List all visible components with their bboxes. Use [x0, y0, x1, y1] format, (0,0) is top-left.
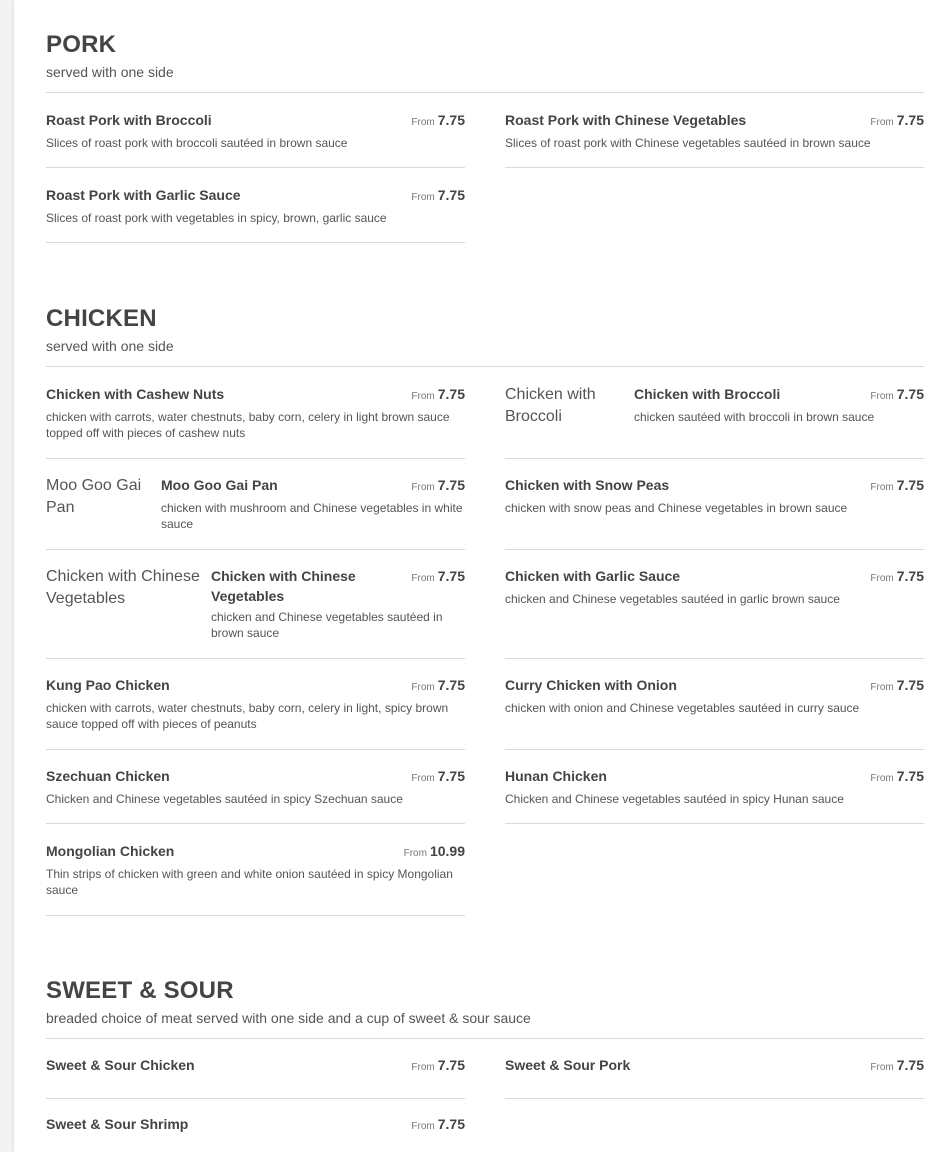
item-description: chicken with snow peas and Chinese vegetables in brown sauce	[505, 501, 848, 515]
divider	[46, 749, 465, 750]
divider	[505, 167, 924, 168]
price-amount: 7.75	[437, 386, 465, 402]
price-prefix: From	[870, 773, 894, 784]
divider	[46, 823, 465, 824]
item-description: chicken sautéed with broccoli in brown sauce	[634, 410, 875, 424]
item-price	[411, 766, 465, 789]
price-prefix: From	[411, 391, 435, 402]
item-name: Szechuan Chicken	[46, 768, 170, 784]
price-amount: 7.75	[437, 677, 465, 693]
item-description: Slices of roast pork with Chinese vegetables sautéed in brown sauce	[505, 136, 871, 150]
divider	[46, 458, 465, 459]
divider	[505, 658, 924, 659]
price-prefix: From	[870, 1062, 894, 1073]
divider	[46, 658, 465, 659]
section-subtitle: served with one side	[46, 64, 174, 80]
price-amount: 7.75	[896, 386, 924, 402]
item-name: Sweet & Sour Chicken	[46, 1057, 195, 1073]
section-subtitle: served with one side	[46, 338, 174, 354]
price-prefix: From	[411, 1062, 435, 1073]
section-title: PORK	[46, 31, 117, 58]
menu-page	[14, 0, 950, 1152]
item-description: Slices of roast pork with vegetables in spicy, brown, garlic sauce	[46, 211, 387, 225]
item-image[interactable]: Chicken with Broccoli	[505, 386, 596, 425]
item-name: Sweet & Sour Pork	[505, 1057, 631, 1073]
item-price	[411, 384, 465, 407]
price-amount: 7.75	[437, 112, 465, 128]
price-amount: 10.99	[429, 843, 465, 859]
price-prefix: From	[411, 192, 435, 203]
divider	[46, 1098, 465, 1099]
item-description: chicken and Chinese vegetables sautéed in brown sauce	[211, 610, 443, 640]
item-name: Kung Pao Chicken	[46, 677, 170, 693]
item-description: chicken with carrots, water chestnuts, baby corn, celery in light, spicy brown sauce topped off with pieces of peanuts	[46, 701, 449, 731]
divider	[505, 549, 924, 550]
item-description: Slices of roast pork with broccoli sautéed in brown sauce	[46, 136, 348, 150]
price-prefix: From	[403, 848, 427, 859]
item-name: Curry Chicken with Onion	[505, 677, 677, 693]
item-description: chicken and Chinese vegetables sautéed in garlic brown sauce	[505, 592, 840, 606]
item-name: Chicken with Garlic Sauce	[505, 568, 681, 584]
item-name: Roast Pork with Broccoli	[46, 112, 212, 128]
price-amount: 7.75	[437, 1057, 465, 1073]
item-name: Chicken with Broccoli	[634, 386, 781, 402]
item-name: Chicken with Cashew Nuts	[46, 386, 225, 402]
price-prefix: From	[870, 482, 894, 493]
item-description: Chicken and Chinese vegetables sautéed in spicy Szechuan sauce	[46, 792, 403, 806]
price-amount: 7.75	[437, 568, 465, 584]
section-pork	[46, 31, 924, 225]
item-price	[870, 384, 924, 407]
divider	[46, 549, 465, 550]
item-image[interactable]: Chicken with Chinese Vegetables	[46, 568, 200, 607]
price-amount: 7.75	[896, 768, 924, 784]
item-price	[870, 766, 924, 789]
item-description: chicken with mushroom and Chinese vegetables in white sauce	[161, 501, 463, 531]
item-price	[411, 185, 465, 208]
item-description: Thin strips of chicken with green and white onion sautéed in spicy Mongolian sauce	[46, 867, 453, 897]
section-sweet-sour	[46, 977, 924, 1132]
item-description: chicken with carrots, water chestnuts, baby corn, celery in light brown sauce topped off with pieces of cashew nuts	[46, 410, 450, 440]
price-amount: 7.75	[896, 677, 924, 693]
divider	[505, 458, 924, 459]
item-name: Hunan Chicken	[505, 768, 607, 784]
item-price	[870, 1055, 924, 1078]
price-prefix: From	[411, 573, 435, 584]
item-description: chicken with onion and Chinese vegetables sautéed in curry sauce	[505, 701, 860, 715]
divider	[505, 1098, 924, 1099]
item-name: Chicken with Snow Peas	[505, 477, 670, 493]
divider	[46, 366, 924, 367]
divider	[46, 92, 924, 93]
section-chicken	[46, 305, 924, 897]
price-prefix: From	[411, 773, 435, 784]
price-amount: 7.75	[437, 768, 465, 784]
item-price	[411, 566, 465, 589]
section-title: SWEET & SOUR	[46, 977, 234, 1004]
divider	[505, 749, 924, 750]
price-prefix: From	[870, 573, 894, 584]
item-price	[870, 566, 924, 589]
item-name: Chicken with Chinese Vegetables	[211, 568, 356, 604]
price-prefix: From	[411, 482, 435, 493]
item-name: Roast Pork with Chinese Vegetables	[505, 112, 747, 128]
price-amount: 7.75	[437, 1116, 465, 1132]
item-price	[411, 110, 465, 133]
item-price	[411, 1114, 465, 1137]
item-price	[411, 475, 465, 498]
price-prefix: From	[411, 117, 435, 128]
item-price	[870, 475, 924, 498]
item-price	[870, 110, 924, 133]
price-prefix: From	[411, 1121, 435, 1132]
divider	[46, 915, 465, 916]
price-amount: 7.75	[896, 477, 924, 493]
price-prefix: From	[411, 682, 435, 693]
divider	[505, 823, 924, 824]
divider	[46, 167, 465, 168]
price-amount: 7.75	[896, 1057, 924, 1073]
price-prefix: From	[870, 117, 894, 128]
item-description: Chicken and Chinese vegetables sautéed in spicy Hunan sauce	[505, 792, 844, 806]
price-prefix: From	[870, 391, 894, 402]
item-price	[411, 675, 465, 698]
price-amount: 7.75	[437, 477, 465, 493]
item-price	[411, 1055, 465, 1078]
item-name: Sweet & Sour Shrimp	[46, 1116, 189, 1132]
divider	[46, 1038, 924, 1039]
item-price	[870, 675, 924, 698]
section-subtitle: breaded choice of meat served with one side and a cup of sweet & sour sauce	[46, 1010, 531, 1026]
item-name: Roast Pork with Garlic Sauce	[46, 187, 241, 203]
item-name: Mongolian Chicken	[46, 843, 175, 859]
divider	[46, 242, 465, 243]
item-price	[404, 841, 465, 864]
price-amount: 7.75	[896, 112, 924, 128]
item-name: Moo Goo Gai Pan	[161, 477, 278, 493]
price-amount: 7.75	[896, 568, 924, 584]
price-amount: 7.75	[437, 187, 465, 203]
price-prefix: From	[870, 682, 894, 693]
section-title: CHICKEN	[46, 305, 157, 332]
item-image[interactable]: Moo Goo Gai Pan	[46, 477, 142, 516]
